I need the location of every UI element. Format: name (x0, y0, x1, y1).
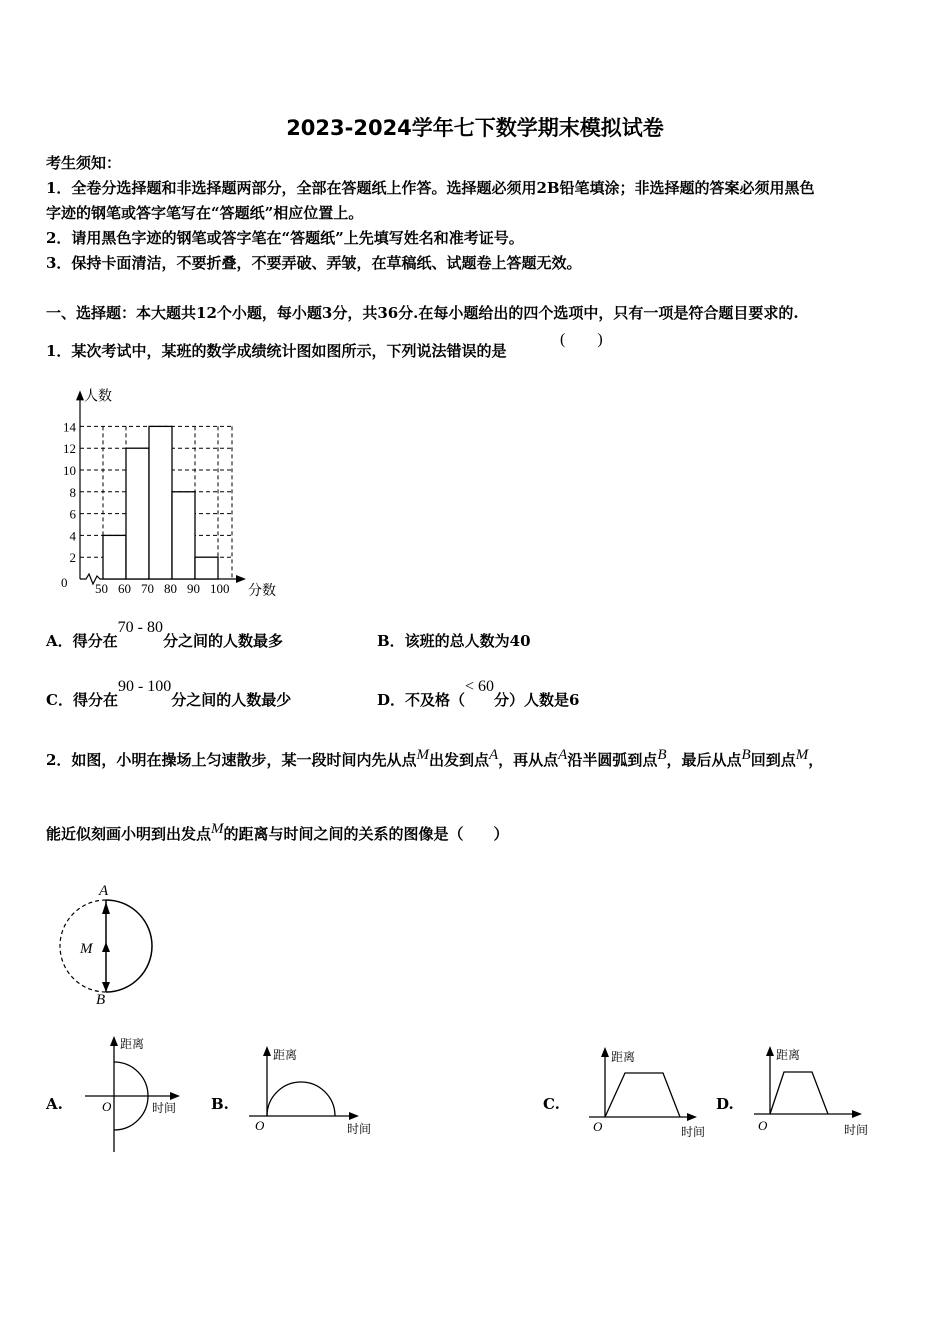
x-axis-label: 分数 (248, 584, 276, 599)
histogram-bar (195, 557, 218, 579)
graph-b-ylabel: 距离 (273, 1048, 298, 1062)
arrow-up-icon (102, 902, 110, 914)
q2-point-a-2: A (558, 747, 568, 763)
graph-b-xlabel: 时间 (347, 1122, 372, 1136)
arrow-up-icon (76, 390, 84, 400)
q2-point-b: B (657, 747, 667, 763)
q1-option-c-math: 90 - 100 (117, 678, 172, 695)
q2-point-m: M (416, 747, 429, 763)
notice-line-3: 3．保持卡面清洁，不要折叠，不要弄破、弄皱，在草稿纸、试题卷上答题无效。 (46, 254, 582, 272)
q2-point-m-3: M (211, 821, 224, 837)
arrow-right-icon (852, 1110, 862, 1118)
q1-option-d-suffix: 分）人数是6 (494, 691, 580, 709)
y-tick-label: 12 (63, 441, 76, 457)
q2-stem-text-9: 的距离与时间之间的关系的图像是（ ） (223, 825, 509, 843)
q2-option-b-label: B. (211, 1095, 229, 1113)
graph-b-curve (267, 1082, 335, 1116)
axis-origin: 0 (61, 575, 68, 590)
notice-line-1b: 字迹的钢笔或答字笔写在“答题纸”相应位置上。 (46, 204, 364, 222)
q2-stem-line1 (46, 749, 823, 770)
graph-d-line (770, 1072, 828, 1114)
notice-line-1a: 1．全卷分选择题和非选择题两部分，全部在答题纸上作答。选择题必须用2B铅笔填涂；非选择题的答案必须用黑色 (46, 179, 815, 197)
q2-stem-text-5: ，最后从点 (666, 751, 742, 769)
arrow-up-icon (110, 1036, 118, 1046)
q2-stem-text-4: 沿半圆弧到点 (567, 751, 658, 769)
q1-option-a-prefix: A．得分在 (46, 632, 118, 650)
histogram-bar (126, 448, 149, 579)
x-tick-label: 60 (118, 581, 131, 596)
q2-graph-d (750, 1042, 875, 1142)
section-heading: 一、选择题：本大题共12个小题，每小题3分，共36分.在每小题给出的四个选项中，只有一项是符合题目要求的. (46, 304, 799, 322)
q2-graph-b (245, 1042, 380, 1142)
q1-option-d-math: < 60 (465, 678, 495, 695)
q1-option-c-suffix: 分之间的人数最少 (171, 691, 292, 709)
histogram-bar (103, 535, 126, 579)
arrow-right-icon (170, 1092, 180, 1100)
q1-option-c-prefix: C．得分在 (46, 691, 118, 709)
q2-stem-line2 (46, 823, 509, 844)
arrow-right-icon (236, 575, 246, 583)
q2-stem-text-6: 回到点 (750, 751, 796, 769)
x-tick-label: 90 (187, 581, 200, 596)
q1-stem: 1．某次考试中，某班的数学成绩统计图如图所示，下列说法错误的是 (46, 342, 507, 360)
graph-d-ylabel: 距离 (776, 1048, 801, 1062)
y-tick-label: 4 (69, 528, 76, 544)
x-tick-label: 70 (141, 581, 154, 596)
graph-d-xlabel: 时间 (844, 1123, 869, 1137)
q2-option-a-label: A. (46, 1095, 63, 1113)
q2-option-c-label: C. (543, 1095, 560, 1113)
arrow-up-icon (601, 1047, 609, 1057)
graph-d-origin: O (758, 1118, 768, 1133)
q1-histogram (55, 383, 295, 603)
q2-stem-text-1: 2．如图，小明在操场上匀速散步，某一段时间内先从点 (46, 751, 417, 769)
q1-option-a-suffix: 分之间的人数最多 (162, 632, 283, 650)
q2-stem-text-2: 出发到点 (428, 751, 489, 769)
q2-point-m-2: M (795, 747, 809, 763)
graph-c-line (605, 1073, 680, 1117)
graph-a-origin: O (102, 1099, 112, 1114)
q1-option-d-prefix: D．不及格（ (377, 691, 466, 709)
graph-c-ylabel: 距离 (611, 1050, 636, 1064)
y-tick-label: 6 (69, 506, 76, 522)
q2-option-d-label: D. (716, 1095, 734, 1113)
q2-graph-a (82, 1032, 192, 1157)
y-axis-label: 人数 (84, 389, 112, 405)
figure-label-a: A (99, 883, 109, 899)
graph-b-origin: O (255, 1118, 265, 1133)
q2-stem-text-3: ，再从点 (498, 751, 559, 769)
q2-stem-text-8: 能近似刻画小明到出发点 (46, 825, 212, 843)
graph-a-xlabel: 时间 (152, 1101, 177, 1115)
notice-line-2: 2．请用黑色字迹的钢笔或答字笔在“答题纸”上先填写姓名和准考证号。 (46, 229, 524, 247)
q1-option-a-math: 70 - 80 (117, 619, 163, 636)
y-tick-label: 8 (69, 484, 76, 500)
q1-answer-paren: ( ) (560, 331, 603, 348)
q2-graph-c (585, 1043, 710, 1143)
q2-point-a: A (488, 747, 499, 763)
x-tick-label: 80 (164, 581, 177, 596)
y-tick-label: 2 (69, 550, 76, 566)
figure-label-m: M (80, 941, 93, 957)
arrow-down-icon (102, 982, 110, 992)
page-title: 2023-2024学年七下数学期末模拟试卷 (286, 116, 664, 140)
y-tick-label: 10 (63, 463, 76, 478)
arrow-up-icon (263, 1046, 271, 1056)
arrow-right-icon (349, 1112, 359, 1120)
solid-semicircle (106, 900, 152, 992)
q2-path-figure (50, 878, 160, 1008)
q1-option-b: B．该班的总人数为40 (377, 632, 531, 650)
y-tick-label: 14 (63, 419, 76, 435)
x-tick-label: 100 (210, 581, 230, 596)
histogram-bar (172, 492, 195, 579)
figure-label-b: B (96, 992, 106, 1008)
graph-a-ylabel: 距离 (120, 1037, 145, 1051)
graph-c-origin: O (593, 1119, 603, 1134)
q2-point-b-2: B (741, 747, 751, 763)
graph-c-xlabel: 时间 (681, 1125, 706, 1139)
arrow-up-icon (766, 1046, 774, 1056)
notice-heading: 考生须知： (46, 154, 122, 172)
x-tick-label: 50 (95, 581, 108, 596)
arrow-right-icon (687, 1113, 697, 1121)
arrow-up-icon (102, 942, 110, 952)
q2-stem-text-7: ， (808, 751, 824, 769)
histogram-bar (149, 426, 172, 579)
